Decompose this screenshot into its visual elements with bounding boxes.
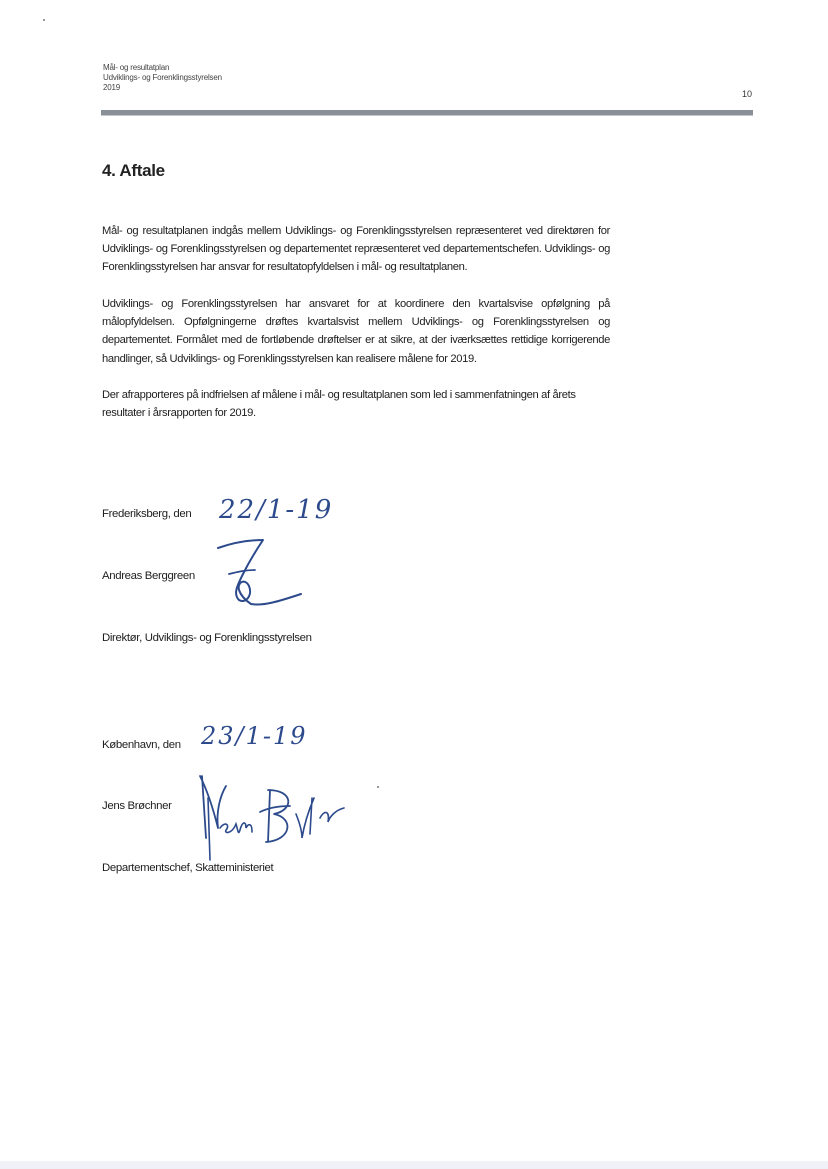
signature-jens-brochner — [196, 768, 356, 868]
signatory-title: Direktør, Udviklings- og Forenklingsstyrelsen — [102, 632, 312, 644]
place-date-label: Frederiksberg, den — [102, 508, 192, 520]
signatory-name: Andreas Berggreen — [102, 570, 195, 582]
paragraph-agreement-parties: Mål- og resultatplanen indgås mellem Udviklings- og Forenklingsstyrelsen repræsenteret ved direktøren for Udviklings- og Forenklingsstyrelsen og departementet repræsenteret ved departementschefen. Udviklings- og Forenklingsstyrelsen har ansvar for resultatopfyldelsen i mål- og resultatplanen. — [102, 225, 610, 274]
handwritten-date: 23/1-19 — [201, 722, 308, 750]
section-title: 4. Aftale — [102, 161, 165, 180]
paragraph-reporting — [102, 386, 610, 422]
signatory-title: Departementschef, Skatteministeriet — [102, 862, 274, 874]
page-number: 10 — [742, 89, 753, 99]
paragraph-quarterly-followup: Udviklings- og Forenklingsstyrelsen har ansvaret for at koordinere den kvartalsvise opfølgning på målopfyldelsen. Opfølgningerne drøftes kvartalsvist mellem Udviklings- og Forenklingsstyrelsen og departementet. Formålet med de fortløbende drøftelser er at sikre, at der iværksættes rettidige korrigerende handlinger, så Udviklings- og Forenklingsstyrelsen kan realisere målene for 2019. — [102, 298, 610, 365]
place-date-label: København, den — [102, 739, 181, 751]
paragraph-reporting-line-1: Der afrapporteres på indfrielsen af målene i mål- og resultatplanen som led i sammenfatningen af årets — [102, 389, 576, 401]
paragraph-reporting-line-2: resultater i årsrapporten for 2019. — [102, 407, 256, 420]
signature-andreas-berggreen — [215, 534, 305, 614]
scan-speck — [377, 786, 379, 788]
scan-bottom-edge — [0, 1161, 828, 1169]
signatory-name: Jens Brøchner — [102, 800, 172, 812]
header-year: 2019 — [103, 83, 120, 92]
handwritten-date: 22/1-19 — [219, 495, 334, 525]
scan-speck — [43, 19, 45, 21]
header-agency-name: Udviklings- og Forenklingsstyrelsen — [103, 73, 222, 82]
header-divider — [101, 110, 753, 115]
header-plan-title: Mål- og resultatplan — [103, 63, 170, 72]
document-header — [103, 63, 222, 93]
